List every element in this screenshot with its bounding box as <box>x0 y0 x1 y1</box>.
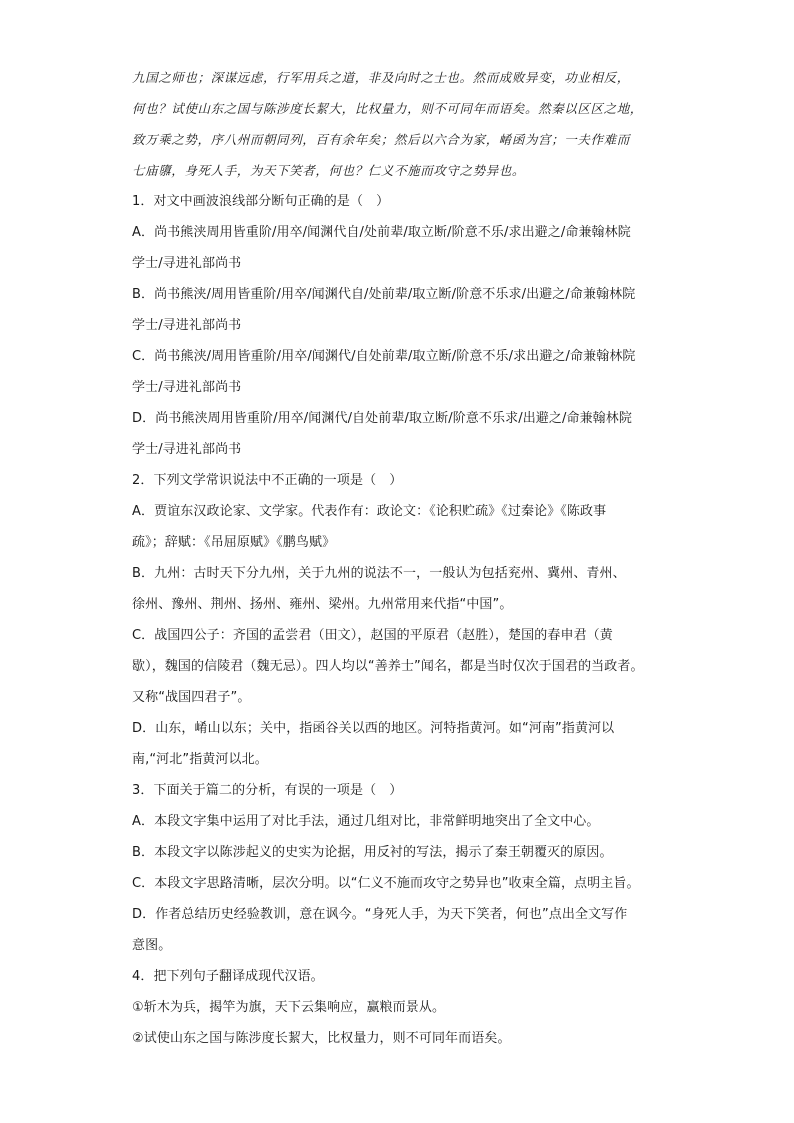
translation-item: ②试使山东之国与陈涉度长絜大，比权量力，则不可同年而语矣。 <box>132 1031 511 1046</box>
passage-line: 九国之师也；深谋远虑，行军用兵之道，非及向时之士也。然而成败异变，功业相反， <box>132 70 630 85</box>
option-line: C．本段文字思路清晰，层次分明。以“仁义不施而攻守之势异也”收束全篇，点明主旨。 <box>132 876 640 891</box>
option-line: C．尚书熊浃/周用皆重阶/用卒/闻渊代/自处前辈/取立断/阶意不乐/求出避之/命兼翰林院 <box>132 349 636 364</box>
passage-line: 七庙隳，身死人手，为天下笑者，何也？仁义不施而攻守之势异也。 <box>132 163 526 178</box>
option-line: 学士/寻进礼部尚书 <box>132 442 242 457</box>
question-3 <box>132 775 662 961</box>
option-line: 徐州、豫州、荆州、扬州、雍州、梁州。九州常用来代指“中国”。 <box>132 597 513 612</box>
option-line: 南,“河北”指黄河以北。 <box>132 752 268 767</box>
option-line: B．九州：古时天下分九州，关于九州的说法不一，一般认为包括兖州、冀州、青州、 <box>132 566 626 581</box>
option-line: 又称“战国四君子”。 <box>132 690 251 705</box>
question-stem: 1．对文中画波浪线部分断句正确的是（ ） <box>132 194 390 209</box>
question-2 <box>132 465 662 775</box>
document-content <box>132 62 662 1054</box>
option-line: D．山东，崤山以东；关中，指函谷关以西的地区。河特指黄河。如“河南”指黄河以 <box>132 721 615 736</box>
option-a <box>132 217 662 279</box>
passage-line: 致万乘之势，序八州而朝同列，百有余年矣；然后以六合为家，崤函为宫；一夫作难而 <box>132 132 630 147</box>
option-line: 疏》；辞赋：《吊屈原赋》《鹏鸟赋》 <box>132 535 336 550</box>
option-b <box>132 837 662 868</box>
option-line: D．尚书熊浃周用皆重阶/用卒/闻渊代/自处前辈/取立断/阶意不乐求/出避之/命兼翰林院 <box>132 411 632 426</box>
option-line: A．尚书熊浃周用皆重阶/用卒/闻渊代自/处前辈/取立断/阶意不乐/求出避之/命兼翰林院 <box>132 225 631 240</box>
option-line: 学士/寻进礼部尚书 <box>132 318 242 333</box>
option-a <box>132 496 662 558</box>
option-line: 学士/寻进礼部尚书 <box>132 380 242 395</box>
option-b <box>132 558 662 620</box>
option-line: B．尚书熊浃/周用皆重阶/用卒/闻渊代自/处前辈/取立断/阶意不乐求/出避之/命兼翰林院 <box>132 287 636 302</box>
question-stem: 4．把下列句子翻译成现代汉语。 <box>132 969 324 984</box>
option-line: A．贾谊东汉政论家、文学家。代表作有：政论文：《论积贮疏》《过秦论》《陈政事 <box>132 504 607 519</box>
option-c <box>132 341 662 403</box>
option-d <box>132 899 662 961</box>
question-1 <box>132 186 662 465</box>
question-stem: 3．下面关于篇二的分析，有误的一项是（ ） <box>132 783 403 798</box>
question-stem: 2．下列文学常识说法中不正确的一项是（ ） <box>132 473 403 488</box>
question-4 <box>132 961 662 1054</box>
option-line: C．战国四公子：齐国的孟尝君（田文），赵国的平原君（赵胜），楚国的春申君（黄 <box>132 628 613 643</box>
classical-passage <box>132 62 662 186</box>
option-line: 歇），魏国的信陵君（魏无忌）。四人均以“善养士”闻名，都是当时仅次于国君的当政者。 <box>132 659 644 674</box>
option-line: 意图。 <box>132 938 172 953</box>
option-line: B．本段文字以陈涉起义的史实为论据，用反衬的写法，揭示了秦王朝覆灭的原因。 <box>132 845 613 860</box>
option-b <box>132 279 662 341</box>
option-d <box>132 403 662 465</box>
option-line: A．本段文字集中运用了对比手法，通过几组对比，非常鲜明地突出了全文中心。 <box>132 814 600 829</box>
option-line: D．作者总结历史经验教训，意在讽今。“身死人手，为天下笑者，何也”点出全文写作 <box>132 907 628 922</box>
option-a <box>132 806 662 837</box>
option-d <box>132 713 662 775</box>
option-c <box>132 868 662 899</box>
option-c <box>132 620 662 713</box>
option-line: 学士/寻进礼部尚书 <box>132 256 242 271</box>
passage-line: 何也？试使山东之国与陈涉度长絜大，比权量力，则不可同年而语矣。然秦以区区之地， <box>132 101 643 116</box>
translation-item: ①斩木为兵，揭竿为旗，天下云集响应，赢粮而景从。 <box>132 1000 446 1015</box>
